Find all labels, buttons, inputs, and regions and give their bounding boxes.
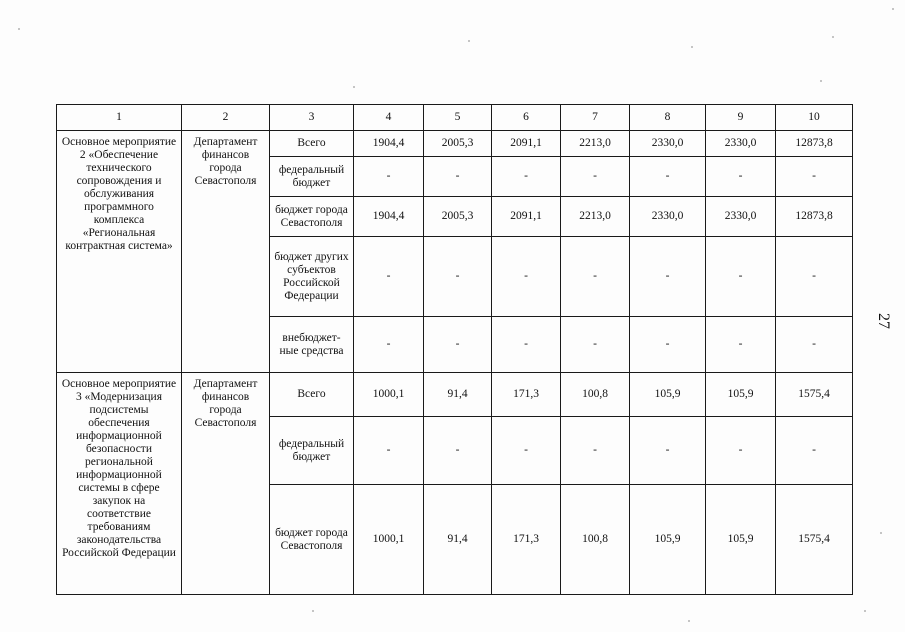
scan-speck — [312, 610, 314, 612]
value-cell: - — [630, 157, 706, 197]
scan-speck — [18, 28, 20, 30]
header-cell: 7 — [561, 105, 630, 131]
value-cell: 1000,1 — [354, 373, 424, 417]
value-cell: 2330,0 — [706, 197, 776, 237]
value-cell: - — [354, 317, 424, 373]
value-cell: - — [706, 417, 776, 485]
activity-name: Основное мероприятие 3 «Модернизация подсистемы обеспечения информационной безопасности региональной информационной системы в сфере закупок на соответствие требованиям законодательства Российской Федерации — [57, 373, 182, 595]
scan-speck — [832, 36, 834, 38]
value-cell: - — [354, 157, 424, 197]
table-header-row — [57, 105, 853, 131]
value-cell: - — [354, 417, 424, 485]
value-cell: - — [630, 417, 706, 485]
value-cell: - — [706, 157, 776, 197]
value-cell: 2330,0 — [630, 197, 706, 237]
header-cell: 4 — [354, 105, 424, 131]
scan-speck — [691, 46, 693, 48]
total-cell: 1575,4 — [776, 373, 853, 417]
value-cell: - — [492, 237, 561, 317]
value-cell: - — [492, 417, 561, 485]
total-cell: - — [776, 317, 853, 373]
value-cell: 100,8 — [561, 373, 630, 417]
value-cell: - — [561, 317, 630, 373]
funding-source: Всего — [270, 131, 354, 157]
header-cell: 2 — [182, 105, 270, 131]
scan-speck — [880, 532, 882, 534]
header-cell: 6 — [492, 105, 561, 131]
value-cell: 100,8 — [561, 485, 630, 595]
value-cell: 171,3 — [492, 485, 561, 595]
value-cell: - — [354, 237, 424, 317]
value-cell: - — [424, 317, 492, 373]
value-cell: 2005,3 — [424, 197, 492, 237]
responsible-department: Департамент финансов города Севастополя — [182, 131, 270, 373]
total-cell: - — [776, 417, 853, 485]
value-cell: 1000,1 — [354, 485, 424, 595]
value-cell: 105,9 — [706, 373, 776, 417]
value-cell: 91,4 — [424, 485, 492, 595]
value-cell: 91,4 — [424, 373, 492, 417]
value-cell: - — [492, 317, 561, 373]
value-cell: - — [561, 157, 630, 197]
scan-speck — [688, 620, 690, 622]
value-cell: 105,9 — [706, 485, 776, 595]
header-cell: 10 — [776, 105, 853, 131]
value-cell: 105,9 — [630, 485, 706, 595]
value-cell: - — [561, 237, 630, 317]
funding-source: федеральный бюджет — [270, 417, 354, 485]
scan-speck — [468, 40, 470, 42]
funding-source: бюджет города Севастополя — [270, 485, 354, 595]
header-cell: 8 — [630, 105, 706, 131]
table-row — [57, 373, 853, 417]
value-cell: 2330,0 — [706, 131, 776, 157]
funding-source: бюджет других субъектов Российской Федерации — [270, 237, 354, 317]
total-cell: 12873,8 — [776, 197, 853, 237]
funding-source: Всего — [270, 373, 354, 417]
header-cell: 9 — [706, 105, 776, 131]
responsible-department: Департамент финансов города Севастополя — [182, 373, 270, 595]
value-cell: 2091,1 — [492, 131, 561, 157]
value-cell: - — [706, 237, 776, 317]
value-cell: 1904,4 — [354, 131, 424, 157]
value-cell: 105,9 — [630, 373, 706, 417]
total-cell: 12873,8 — [776, 131, 853, 157]
page-number: 27 — [875, 313, 892, 329]
scan-speck — [353, 86, 355, 88]
value-cell: - — [630, 237, 706, 317]
activity-name: Основное мероприятие 2 «Обеспечение технического сопровождения и обслуживания программного комплекса «Региональная контрактная система» — [57, 131, 182, 373]
header-cell: 3 — [270, 105, 354, 131]
total-cell: - — [776, 157, 853, 197]
value-cell: - — [561, 417, 630, 485]
value-cell: - — [424, 237, 492, 317]
value-cell: 2213,0 — [561, 131, 630, 157]
table-row — [57, 131, 853, 157]
value-cell: 2330,0 — [630, 131, 706, 157]
funding-source: бюджет города Севастополя — [270, 197, 354, 237]
value-cell: 2213,0 — [561, 197, 630, 237]
value-cell: 2091,1 — [492, 197, 561, 237]
funding-source: внебюджет-ные средства — [270, 317, 354, 373]
total-cell: 1575,4 — [776, 485, 853, 595]
value-cell: 1904,4 — [354, 197, 424, 237]
scan-speck — [892, 8, 894, 10]
value-cell: - — [424, 417, 492, 485]
total-cell: - — [776, 237, 853, 317]
value-cell: - — [706, 317, 776, 373]
value-cell: 171,3 — [492, 373, 561, 417]
budget-table — [56, 104, 853, 595]
header-cell: 5 — [424, 105, 492, 131]
scan-speck — [820, 80, 822, 82]
value-cell: - — [630, 317, 706, 373]
scan-speck — [864, 610, 866, 612]
value-cell: 2005,3 — [424, 131, 492, 157]
value-cell: - — [424, 157, 492, 197]
header-cell: 1 — [57, 105, 182, 131]
funding-source: федеральный бюджет — [270, 157, 354, 197]
value-cell: - — [492, 157, 561, 197]
